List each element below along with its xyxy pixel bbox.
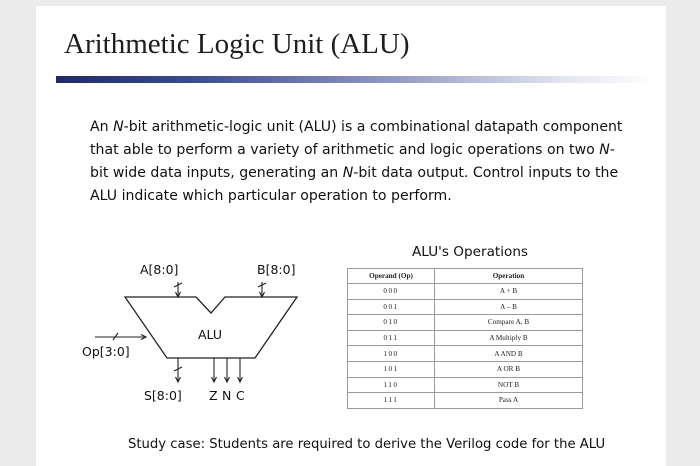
title-underline-bar — [56, 76, 656, 83]
operation-cell: A AND B — [435, 346, 583, 362]
header-operand: Operand (Op) — [348, 269, 435, 284]
operations-table-title: ALU's Operations — [412, 244, 529, 260]
table-row — [348, 299, 583, 315]
description-italic-n: N — [113, 119, 124, 135]
table-row — [348, 346, 583, 362]
operand-cell: 111 — [348, 393, 435, 409]
operation-cell: NOT B — [435, 377, 583, 393]
operation-cell: Compare A, B — [435, 315, 583, 331]
op-input-label: Op[3:0] — [82, 344, 130, 359]
operation-cell: A – B — [435, 299, 583, 315]
output-s-label: S[8:0] — [144, 388, 182, 403]
input-b-label: B[8:0] — [257, 262, 296, 277]
table-row — [348, 330, 583, 346]
slide-title: Arithmetic Logic Unit (ALU) — [64, 28, 410, 60]
description-italic-n: N — [599, 142, 610, 158]
operation-cell: A Multiply B — [435, 330, 583, 346]
description-text: -bit wide data inputs, generating an — [90, 142, 615, 181]
input-a-label: A[8:0] — [140, 262, 179, 277]
study-case-text: Study case: Students are required to derive the Verilog code for the ALU — [128, 437, 606, 452]
operand-cell: 010 — [348, 315, 435, 331]
operand-cell: 100 — [348, 346, 435, 362]
operand-cell: 101 — [348, 361, 435, 377]
description-italic-n: N — [342, 165, 354, 181]
flag-z-label: Z — [209, 388, 218, 403]
table-row — [348, 361, 583, 377]
operand-cell: 001 — [348, 299, 435, 315]
operation-cell: Pass A — [435, 393, 583, 409]
flag-n-label: N — [222, 388, 232, 403]
description-text: An — [90, 119, 114, 135]
operand-cell: 011 — [348, 330, 435, 346]
operations-table — [347, 268, 583, 409]
flag-c-label: C — [236, 388, 245, 403]
table-header-row — [348, 269, 583, 284]
description-text: -bit data output. Control inputs to the ALU indicate which particular operation to perform. — [90, 165, 619, 204]
operation-cell: A OR B — [435, 361, 583, 377]
table-row — [348, 315, 583, 331]
table-row — [348, 393, 583, 409]
header-operation: Operation — [435, 269, 583, 284]
operand-cell: 000 — [348, 284, 435, 300]
description-text: -bit arithmetic-logic unit (ALU) is a combinational datapath component that able to perform a variety of arithmetic and logic operations on two — [90, 119, 623, 158]
operand-cell: 110 — [348, 377, 435, 393]
alu-block-label: ALU — [198, 327, 223, 342]
description-paragraph — [90, 116, 630, 208]
table-row — [348, 377, 583, 393]
operation-cell: A + B — [435, 284, 583, 300]
table-row — [348, 284, 583, 300]
